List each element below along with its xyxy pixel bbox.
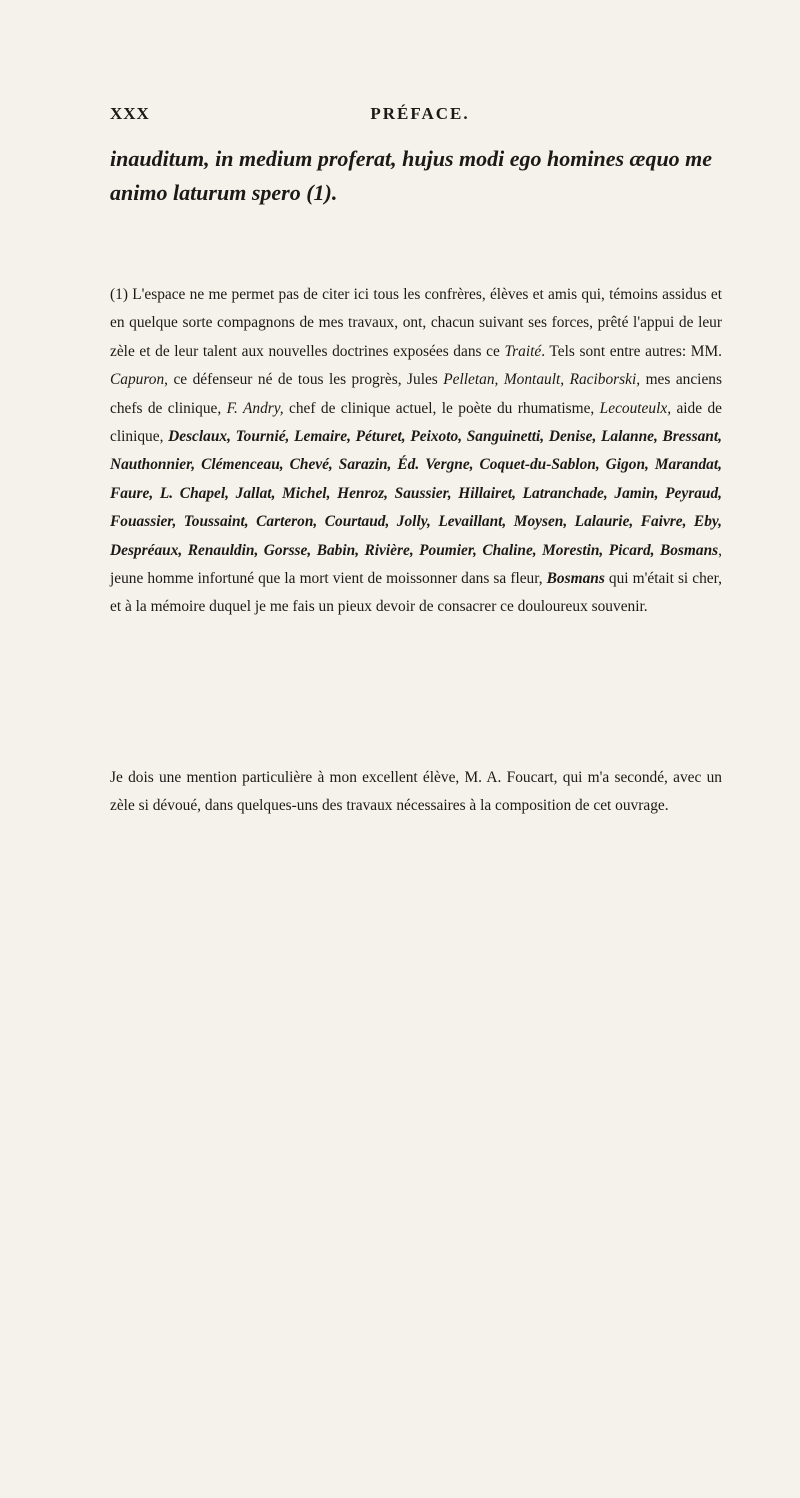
page-header: [110, 104, 720, 132]
footnote-text: . Tels sont entre autres: MM.: [541, 342, 722, 360]
names-list: Desclaux, Tournié, Lemaire, Péturet, Peixoto, Sanguinetti, Denise, Lalanne, Bressant, Nauthonnier, Clémenceau, Chevé, Sarazin, Éd. Vergne, Coquet-du-Sablon, Gigon, Marandat, Faure, L. Chapel, Jallat, Michel, Henroz, Saussier, Hillairet, Latranchade, Jamin, Peyraud, Fouassier, Toussaint, Carteron, Courtaud, Jolly, Levaillant, Moysen, Lalaurie, Faivre, Eby, Despréaux, Renauldin, Gorsse, Babin, Rivière, Poumier, Chaline, Morestin, Picard,: [110, 428, 722, 559]
name-andry: F. Andry,: [226, 399, 284, 417]
footnote-intro: (1) L'espace ne me permet pas de citer ici tous les confrères, élèves et amis qui, témoins assidus et en quelque sorte compagnons de mes travaux, ont, chacun suivant ses forces, prêté l'appui de leur zèle et de leur talent aux nouvelles doctrines exposées dans ce: [110, 286, 722, 360]
footnote-text: chef de clinique actuel, le poète du rhumatisme,: [283, 399, 600, 417]
name-capuron: Capuron: [110, 371, 165, 389]
foucart-mention: Je dois une mention particulière à mon excellent élève, M. A. Foucart, qui m'a secondé, avec un zèle si dévoué, dans quelques-uns des travaux nécessaires à la composition de cet ouvrage.: [110, 769, 722, 815]
footnote-text: , ce défenseur né de tous les progrès, Jules: [164, 371, 444, 389]
page-number: XXX: [110, 104, 150, 123]
name-lecouteulx: Lecouteulx,: [599, 399, 672, 417]
footnote-text: qui m'était si cher, et à la mémoire duquel je me fais un pieux devoir de consacrer ce douloureux souvenir.: [110, 570, 722, 616]
footnote-text: mes anciens chefs de clinique,: [110, 371, 722, 417]
running-title: PRÉFACE.: [370, 104, 470, 123]
footnote-acknowledgements: [110, 281, 722, 622]
traite-word: Traité: [504, 342, 542, 360]
footnote-text: , jeune homme infortuné que la mort vient de moissonner dans sa fleur,: [110, 541, 723, 588]
name-bosmans-2: Bosmans: [546, 570, 605, 588]
names-former-chiefs: Pelletan, Montault, Raciborski,: [443, 371, 641, 389]
name-bosmans: Bosmans: [654, 541, 719, 559]
latin-quotation: inauditum, in medium proferat, hujus modi ego homines æquo me animo laturum spero (1).: [110, 146, 713, 205]
footnote-text: aide de clinique,: [110, 399, 722, 446]
